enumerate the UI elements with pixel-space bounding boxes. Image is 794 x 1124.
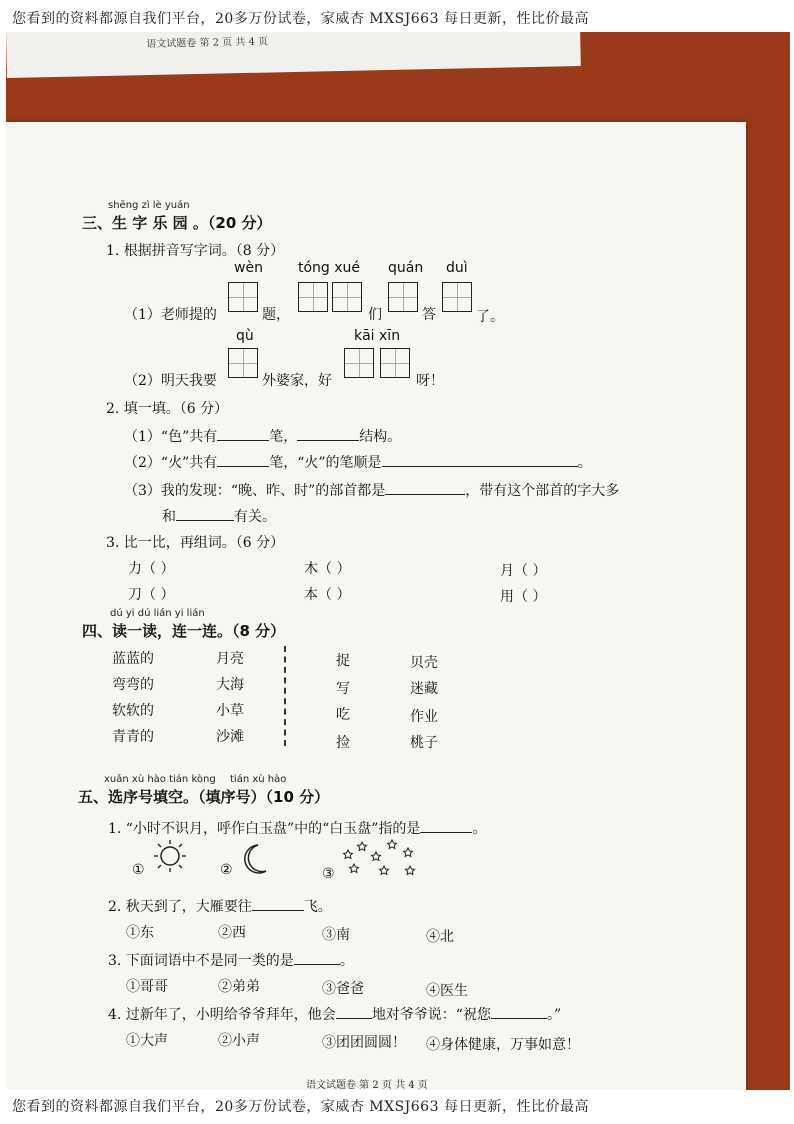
char-box[interactable] <box>344 348 374 378</box>
word-pair: 本（ ） <box>304 587 351 603</box>
sun-icon <box>152 838 188 874</box>
q2-line-c <box>124 480 619 500</box>
answer-blank[interactable] <box>382 452 578 467</box>
section5-pinyin-1: xuǎn xù hào tián kòng <box>104 774 216 785</box>
option[interactable]: ①大声 <box>126 1033 168 1049</box>
photo-area <box>6 32 790 1090</box>
previous-page-footer: 语文试题卷 第 2 页 共 4 页 <box>146 36 269 51</box>
q1-line1-part3: 答 <box>422 307 436 323</box>
answer-blank[interactable] <box>297 426 359 441</box>
answer-blank[interactable] <box>252 896 304 911</box>
q2c-part3: 和 <box>162 509 176 525</box>
option[interactable]: ②小声 <box>218 1033 260 1049</box>
pinyin-kaixin: kāi xīn <box>354 328 401 344</box>
q2b-part3: 。 <box>577 455 592 471</box>
s5-q2-text: 2. 秋天到了，大雁要往 <box>108 899 252 915</box>
match-right-a[interactable]: 捡 <box>336 735 350 751</box>
section3-pinyin: shēng zì lè yuán <box>108 200 190 211</box>
match-right-b[interactable]: 迷藏 <box>410 681 438 697</box>
section4-title: 四、读一读，连一连。（8 分） <box>82 622 286 640</box>
q2c-part1: （3）我的发现：“晚、昨、时”的部首都是 <box>124 483 386 499</box>
q2-line-c2 <box>162 506 276 526</box>
option[interactable]: ③爸爸 <box>322 981 364 997</box>
q3-title: 3. 比一比，再组词。（6 分） <box>106 535 285 551</box>
answer-blank[interactable] <box>336 1004 372 1019</box>
s5-q2 <box>108 896 332 916</box>
match-left-b[interactable]: 小草 <box>216 703 244 719</box>
char-box[interactable] <box>228 282 258 312</box>
top-banner: 您看到的资料都源自我们平台，20多万份试卷，家威杏 MXSJ663 每日更新，性比价最高 <box>12 11 589 27</box>
option[interactable]: ②西 <box>218 925 246 941</box>
answer-blank[interactable] <box>420 818 472 833</box>
pinyin-qu: qù <box>236 328 254 344</box>
word-pair: 刀（ ） <box>128 587 175 603</box>
word-pair: 木（ ） <box>304 561 351 577</box>
answer-blank[interactable] <box>491 1004 547 1019</box>
match-left-a[interactable]: 软软的 <box>112 703 154 719</box>
match-right-a[interactable]: 吃 <box>336 707 350 723</box>
match-right-b[interactable]: 作业 <box>410 709 438 725</box>
option[interactable]: ④医生 <box>426 983 468 999</box>
option[interactable]: ④北 <box>426 929 454 945</box>
q2-line-a <box>124 426 401 446</box>
word-pair: 月（ ） <box>500 563 547 579</box>
char-box[interactable] <box>298 282 328 312</box>
match-left-b[interactable]: 沙滩 <box>216 729 244 745</box>
q1-line1-lead: （1）老师提的 <box>124 307 217 323</box>
s5-q4-mid: 地对爷爷说：“祝您 <box>371 1007 491 1023</box>
option[interactable]: ①东 <box>126 925 154 941</box>
q1-line1-part1: 题， <box>262 307 290 323</box>
match-right-a[interactable]: 捉 <box>336 653 350 669</box>
previous-page-strip <box>6 32 581 78</box>
q2c-part2: ，带有这个部首的字大多 <box>465 483 620 499</box>
s5-q4-text: 4. 过新年了，小明给爷爷拜年，他会 <box>108 1007 336 1023</box>
answer-blank[interactable] <box>217 426 269 441</box>
q2c-part4: 有关。 <box>234 509 276 525</box>
bottom-banner: 您看到的资料都源自我们平台，20多万份试卷，家威杏 MXSJ663 每日更新，性比价最高 <box>12 1099 589 1115</box>
option-marker[interactable]: ③ <box>322 866 335 882</box>
option-marker[interactable]: ① <box>132 862 145 878</box>
section3-title: 三、生 字 乐 园 。（20 分） <box>82 214 272 232</box>
stars-icon <box>340 836 420 882</box>
char-box[interactable] <box>228 348 258 378</box>
q1-line1-part4: 了。 <box>476 309 504 325</box>
option[interactable]: ①哥哥 <box>126 979 168 995</box>
q1-title: 1. 根据拼音写字词。（8 分） <box>106 243 285 259</box>
divider-line <box>284 646 286 746</box>
option[interactable]: ②弟弟 <box>218 979 260 995</box>
q1-line2-part1: 外婆家，好 <box>262 373 332 389</box>
s5-q4-end: 。” <box>546 1007 562 1023</box>
option-marker[interactable]: ② <box>220 862 233 878</box>
match-left-b[interactable]: 大海 <box>216 677 244 693</box>
q2b-part1: （2）“火”共有 <box>124 455 218 471</box>
s5-q4 <box>108 1004 561 1024</box>
q2a-part1: （1）“色”共有 <box>124 429 218 445</box>
q1-line2-lead: （2）明天我要 <box>124 373 217 389</box>
q2b-part2: 笔，“火”的笔顺是 <box>269 455 382 471</box>
q2a-part2: 笔， <box>269 429 298 445</box>
s5-q3-text: 3. 下面词语中不是同一类的是 <box>108 953 294 969</box>
word-pair: 用（ ） <box>500 589 547 605</box>
match-right-b[interactable]: 桃子 <box>410 735 438 751</box>
q2a-part3: 结构。 <box>359 429 402 445</box>
match-left-a[interactable]: 青青的 <box>112 729 154 745</box>
s5-q1-end: 。 <box>472 821 487 837</box>
word-pair: 力（ ） <box>128 561 175 577</box>
pinyin-quan: quán <box>388 260 424 276</box>
section5-pinyin-2: tián xù hào <box>230 774 287 785</box>
q1-line2-part2: 呀！ <box>416 373 444 389</box>
s5-q1-text: 1. “小时不识月，呼作白玉盘”中的“白玉盘”指的是 <box>108 821 421 837</box>
q1-line1-part2: 们 <box>368 307 382 323</box>
answer-blank[interactable] <box>294 950 340 965</box>
answer-blank[interactable] <box>385 480 465 495</box>
s5-q2-end: 飞。 <box>303 899 332 915</box>
option[interactable]: ④身体健康，万事如意！ <box>426 1037 580 1053</box>
char-box[interactable] <box>380 348 410 378</box>
option[interactable]: ③团团圆圆！ <box>322 1035 406 1051</box>
option[interactable]: ③南 <box>322 927 350 943</box>
match-right-a[interactable]: 写 <box>336 681 350 697</box>
s5-q3 <box>108 950 354 970</box>
answer-blank[interactable] <box>217 452 269 467</box>
match-left-a[interactable]: 弯弯的 <box>112 677 154 693</box>
pinyin-tongxue: tóng xué <box>298 260 361 276</box>
page-footer: 语文试题卷 第 2 页 共 4 页 <box>306 1080 428 1090</box>
match-left-b[interactable]: 月亮 <box>216 651 244 667</box>
match-right-b[interactable]: 贝壳 <box>410 655 438 671</box>
char-box[interactable] <box>388 282 418 312</box>
section5-title: 五、选序号填空。（填序号）（10 分） <box>78 788 330 806</box>
answer-blank[interactable] <box>176 506 234 521</box>
q2-title: 2. 填一填。（6 分） <box>106 401 229 417</box>
moon-icon <box>240 842 270 876</box>
s5-q1 <box>108 818 486 838</box>
char-box[interactable] <box>442 282 472 312</box>
char-box[interactable] <box>332 282 362 312</box>
s5-q3-end: 。 <box>339 953 354 969</box>
match-left-a[interactable]: 蓝蓝的 <box>112 651 154 667</box>
q2-line-b <box>124 452 592 472</box>
exam-paper <box>6 122 746 1090</box>
pinyin-dui: duì <box>446 260 468 276</box>
section4-pinyin: dú yi dú lián yi lián <box>110 608 205 619</box>
pinyin-wen: wèn <box>234 260 263 276</box>
